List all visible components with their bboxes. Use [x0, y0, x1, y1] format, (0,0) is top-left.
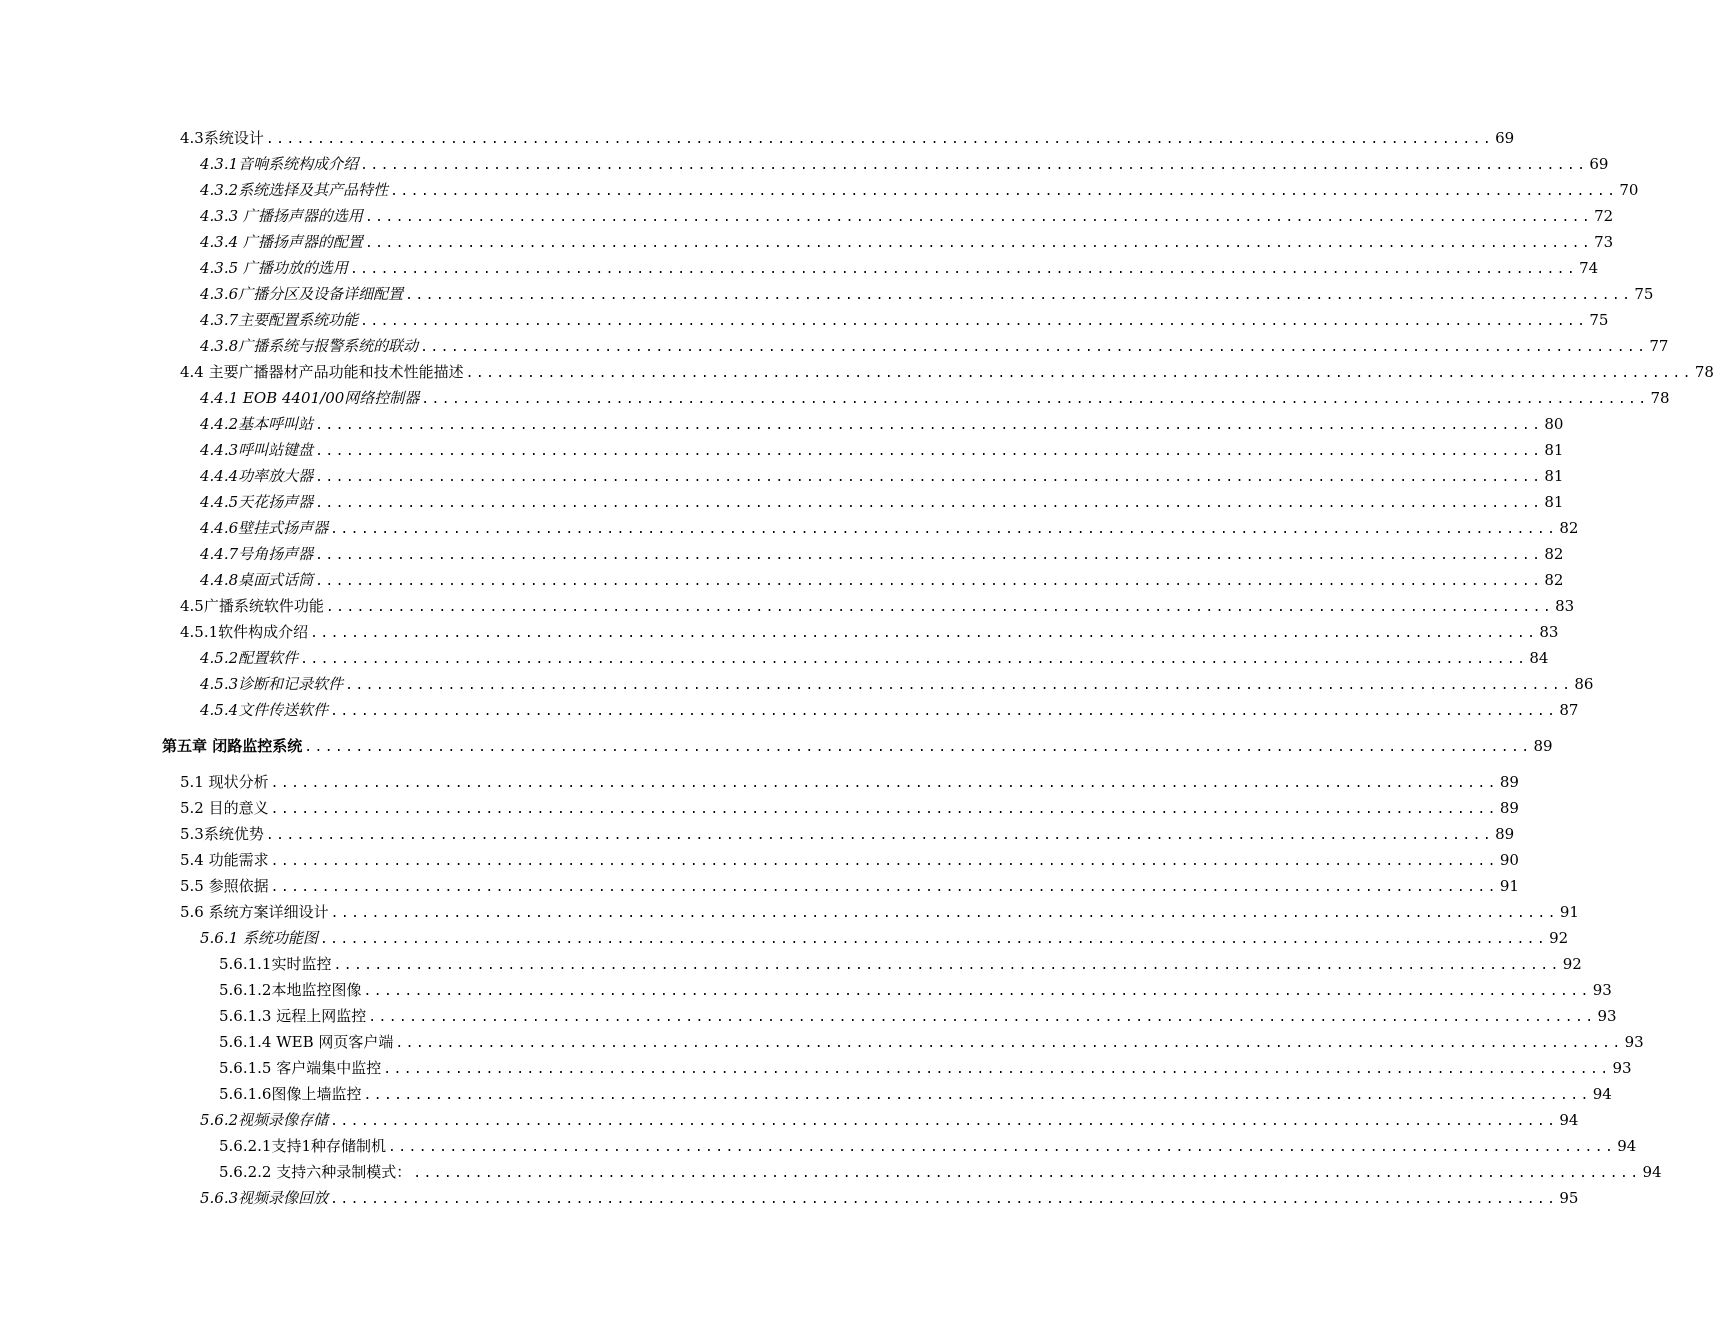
toc-leader-dots: ........................................................................................................................	[319, 932, 1548, 947]
toc-entry-title: 4.4.5天花扬声器	[200, 493, 314, 511]
toc-entry[interactable]	[0, 902, 1579, 924]
toc-entry-page-number: 95	[1559, 1189, 1579, 1207]
toc-leader-dots: ........................................................................................................................	[405, 288, 1633, 303]
toc-entry-page-number: 94	[1642, 1163, 1662, 1181]
toc-entry-title: 4.5.3诊断和记录软件	[200, 675, 344, 693]
toc-entry[interactable]	[0, 980, 1612, 1002]
toc-leader-dots: ........................................................................................................................	[330, 1114, 1558, 1129]
toc-leader-dots: ........................................................................................................................	[330, 1192, 1558, 1207]
toc-entry[interactable]	[0, 1032, 1644, 1054]
toc-entry-title: 4.4.6壁挂式扬声器	[200, 519, 329, 537]
toc-entry[interactable]	[0, 336, 1669, 358]
toc-leader-dots: ........................................................................................................................	[315, 470, 1543, 485]
toc-leader-dots: ........................................................................................................................	[304, 740, 1532, 755]
toc-entry[interactable]	[0, 1006, 1617, 1028]
toc-entry[interactable]	[0, 154, 1609, 176]
toc-entry-title: 5.6.1.5 客户端集中监控	[219, 1059, 382, 1077]
toc-entry-title: 5.6.1.1实时监控	[219, 955, 332, 973]
toc-entry-title: 4.3.6广播分区及设备详细配置	[200, 285, 404, 303]
toc-leader-dots: ........................................................................................................................	[421, 392, 1649, 407]
toc-entry-title: 4.5.1软件构成介绍	[180, 623, 309, 641]
toc-entry-page-number: 94	[1592, 1085, 1612, 1103]
toc-leader-dots: ........................................................................................................................	[363, 984, 1591, 999]
toc-entry[interactable]	[0, 1136, 1637, 1158]
toc-entry-page-number: 69	[1589, 155, 1609, 173]
toc-entry[interactable]	[0, 1110, 1579, 1132]
toc-entry[interactable]	[0, 492, 1564, 514]
toc-entry[interactable]	[0, 824, 1515, 846]
toc-entry-page-number: 93	[1592, 981, 1612, 999]
toc-leader-dots: ........................................................................................................................	[270, 880, 1498, 895]
toc-entry[interactable]	[0, 284, 1654, 306]
toc-entry-page-number: 89	[1499, 773, 1519, 791]
toc-leader-dots: ........................................................................................................................	[364, 210, 1593, 225]
toc-entry-title: 4.3.8广播系统与报警系统的联动	[200, 337, 419, 355]
toc-entry-page-number: 77	[1649, 337, 1669, 355]
toc-entry-page-number: 78	[1650, 389, 1670, 407]
toc-leader-dots: ........................................................................................................................	[345, 678, 1573, 693]
toc-entry-page-number: 89	[1533, 737, 1553, 755]
toc-leader-dots: ........................................................................................................................	[310, 626, 1538, 641]
toc-entry[interactable]	[0, 772, 1519, 794]
toc-entry[interactable]	[0, 954, 1582, 976]
toc-entry-page-number: 81	[1544, 467, 1564, 485]
toc-entry-title: 5.2 目的意义	[180, 799, 269, 817]
toc-entry-title: 5.6.2视频录像存储	[200, 1111, 329, 1129]
toc-entry-page-number: 94	[1559, 1111, 1579, 1129]
toc-entry-page-number: 93	[1597, 1007, 1617, 1025]
toc-entry-page-number: 80	[1544, 415, 1564, 433]
toc-leader-dots: ........................................................................................................................	[465, 366, 1693, 381]
toc-entry-title: 4.4.7号角扬声器	[200, 545, 314, 563]
toc-entry[interactable]	[0, 544, 1564, 566]
toc-entry[interactable]	[0, 180, 1639, 202]
toc-leader-dots: ........................................................................................................................	[360, 158, 1588, 173]
toc-leader-dots: ........................................................................................................................	[413, 1166, 1641, 1181]
toc-entry-title: 4.5.4文件传送软件	[200, 701, 329, 719]
toc-leader-dots: ........................................................................................................................	[360, 314, 1588, 329]
toc-entry-page-number: 78	[1694, 363, 1714, 381]
toc-entry-page-number: 92	[1562, 955, 1582, 973]
toc-entry[interactable]	[0, 1162, 1662, 1184]
toc-entry[interactable]	[0, 928, 1569, 950]
toc-entry-page-number: 89	[1495, 825, 1515, 843]
toc-entry[interactable]	[0, 466, 1564, 488]
toc-entry-page-number: 93	[1612, 1059, 1632, 1077]
toc-entry-title: 第五章 闭路监控系统	[162, 737, 303, 755]
toc-entry-title: 4.4.1 EOB 4401/00网络控制器	[200, 389, 420, 407]
toc-entry[interactable]	[0, 310, 1609, 332]
toc-entry-title: 4.3系统设计	[180, 129, 264, 147]
toc-leader-dots: ........................................................................................................................	[270, 854, 1498, 869]
toc-entry[interactable]	[0, 232, 1614, 254]
toc-entry-title: 5.6.2.1支持1种存储制机	[219, 1137, 387, 1155]
toc-leader-dots: ........................................................................................................................	[420, 340, 1648, 355]
toc-entry[interactable]	[0, 850, 1519, 872]
toc-entry-title: 4.3.3 广播扬声器的选用	[200, 207, 363, 225]
toc-entry[interactable]	[0, 798, 1519, 820]
toc-entry-page-number: 92	[1549, 929, 1569, 947]
toc-entry-page-number: 69	[1495, 129, 1515, 147]
toc-entry-page-number: 82	[1544, 545, 1564, 563]
toc-entry-page-number: 82	[1544, 571, 1564, 589]
toc-entry-title: 4.3.4 广播扬声器的配置	[200, 233, 363, 251]
toc-leader-dots: ........................................................................................................................	[388, 1140, 1616, 1155]
toc-leader-dots: ........................................................................................................................	[315, 444, 1543, 459]
toc-leader-dots: ........................................................................................................................	[315, 418, 1543, 433]
toc-entry-title: 4.3.2系统选择及其产品特性	[200, 181, 389, 199]
toc-leader-dots: ........................................................................................................................	[363, 1088, 1591, 1103]
toc-entry[interactable]	[0, 622, 1559, 644]
toc-entry-page-number: 70	[1619, 181, 1639, 199]
toc-entry-title: 5.5 参照依据	[180, 877, 269, 895]
toc-entry-page-number: 72	[1594, 207, 1614, 225]
toc-entry-title: 4.4.3呼叫站键盘	[200, 441, 314, 459]
toc-entry-page-number: 83	[1555, 597, 1575, 615]
toc-entry[interactable]	[0, 258, 1599, 280]
toc-entry-title: 4.4.8桌面式话筒	[200, 571, 314, 589]
toc-entry[interactable]	[0, 388, 1670, 410]
toc-entry-page-number: 93	[1624, 1033, 1644, 1051]
toc-leader-dots: ........................................................................................................................	[368, 1010, 1596, 1025]
toc-entry-title: 5.3系统优势	[180, 825, 264, 843]
toc-entry[interactable]	[0, 128, 1515, 150]
toc-entry[interactable]	[0, 1084, 1612, 1106]
toc-entry[interactable]	[0, 518, 1579, 540]
toc-entry-page-number: 94	[1617, 1137, 1637, 1155]
toc-entry-page-number: 89	[1499, 799, 1519, 817]
toc-entry-title: 4.5广播系统软件功能	[180, 597, 324, 615]
toc-leader-dots: ........................................................................................................................	[330, 522, 1558, 537]
toc-leader-dots: ........................................................................................................................	[330, 704, 1558, 719]
toc-leader-dots: ........................................................................................................................	[315, 548, 1543, 563]
toc-entry-title: 4.3.1音响系统构成介绍	[200, 155, 359, 173]
toc-leader-dots: ........................................................................................................................	[315, 574, 1543, 589]
toc-chapter-entry[interactable]	[0, 736, 1553, 758]
toc-entry[interactable]	[0, 648, 1549, 670]
toc-entry[interactable]	[0, 700, 1579, 722]
toc-entry[interactable]	[0, 876, 1519, 898]
toc-entry-page-number: 81	[1544, 493, 1564, 511]
toc-entry[interactable]	[0, 596, 1575, 618]
toc-leader-dots: ........................................................................................................................	[364, 236, 1593, 251]
toc-entry-page-number: 91	[1499, 877, 1519, 895]
toc-entry-page-number: 81	[1544, 441, 1564, 459]
toc-entry-title: 5.6.2.2 支持六种录制模式：	[219, 1163, 412, 1181]
toc-entry-title: 5.4 功能需求	[180, 851, 269, 869]
toc-entry[interactable]	[0, 414, 1564, 436]
toc-entry-title: 5.6.1.6图像上墙监控	[219, 1085, 362, 1103]
toc-entry-page-number: 82	[1559, 519, 1579, 537]
toc-leader-dots: ........................................................................................................................	[270, 776, 1498, 791]
toc-entry-title: 5.1 现状分析	[180, 773, 269, 791]
toc-entry-title: 4.3.5 广播功放的选用	[200, 259, 348, 277]
toc-leader-dots: ........................................................................................................................	[383, 1062, 1611, 1077]
toc-leader-dots: ........................................................................................................................	[333, 958, 1561, 973]
toc-leader-dots: ........................................................................................................................	[315, 496, 1543, 511]
toc-entry-page-number: 87	[1559, 701, 1579, 719]
toc-entry-title: 4.5.2配置软件	[200, 649, 299, 667]
toc-entry[interactable]	[0, 1058, 1632, 1080]
toc-leader-dots: ........................................................................................................................	[349, 262, 1578, 277]
toc-leader-dots: ........................................................................................................................	[330, 906, 1558, 921]
toc-entry-page-number: 91	[1559, 903, 1579, 921]
toc-entry-title: 5.6.1.3 远程上网监控	[219, 1007, 367, 1025]
toc-leader-dots: ........................................................................................................................	[270, 802, 1498, 817]
toc-leader-dots: ........................................................................................................................	[390, 184, 1618, 199]
toc-entry-page-number: 86	[1574, 675, 1594, 693]
toc-entry-page-number: 73	[1594, 233, 1614, 251]
toc-entry-title: 5.6 系统方案详细设计	[180, 903, 329, 921]
toc-leader-dots: ........................................................................................................................	[300, 652, 1528, 667]
toc-entry[interactable]	[0, 674, 1594, 696]
toc-leader-dots: ........................................................................................................................	[395, 1036, 1623, 1051]
toc-leader-dots: ........................................................................................................................	[325, 600, 1554, 615]
toc-entry-page-number: 75	[1634, 285, 1654, 303]
toc-entry-page-number: 74	[1579, 259, 1599, 277]
toc-entry-page-number: 75	[1589, 311, 1609, 329]
toc-entry[interactable]	[0, 206, 1614, 228]
toc-entry-title: 4.4 主要广播器材产品功能和技术性能描述	[180, 363, 464, 381]
toc-entry-title: 4.4.4功率放大器	[200, 467, 314, 485]
toc-entry-page-number: 90	[1499, 851, 1519, 869]
toc-entry[interactable]	[0, 440, 1564, 462]
toc-entry-page-number: 84	[1529, 649, 1549, 667]
toc-entry-title: 5.6.1 系统功能图	[200, 929, 318, 947]
toc-entry[interactable]	[0, 1188, 1579, 1210]
toc-leader-dots: ........................................................................................................................	[265, 828, 1494, 843]
toc-entry[interactable]	[0, 362, 1714, 384]
toc-entry-title: 4.3.7主要配置系统功能	[200, 311, 359, 329]
toc-entry-title: 5.6.1.2本地监控图像	[219, 981, 362, 999]
toc-leader-dots: ........................................................................................................................	[265, 132, 1494, 147]
toc-entry-title: 4.4.2基本呼叫站	[200, 415, 314, 433]
toc-entry-page-number: 83	[1539, 623, 1559, 641]
toc-entry[interactable]	[0, 570, 1564, 592]
toc-entry-title: 5.6.3视频录像回放	[200, 1189, 329, 1207]
toc-entry-title: 5.6.1.4 WEB 网页客户端	[219, 1033, 394, 1051]
